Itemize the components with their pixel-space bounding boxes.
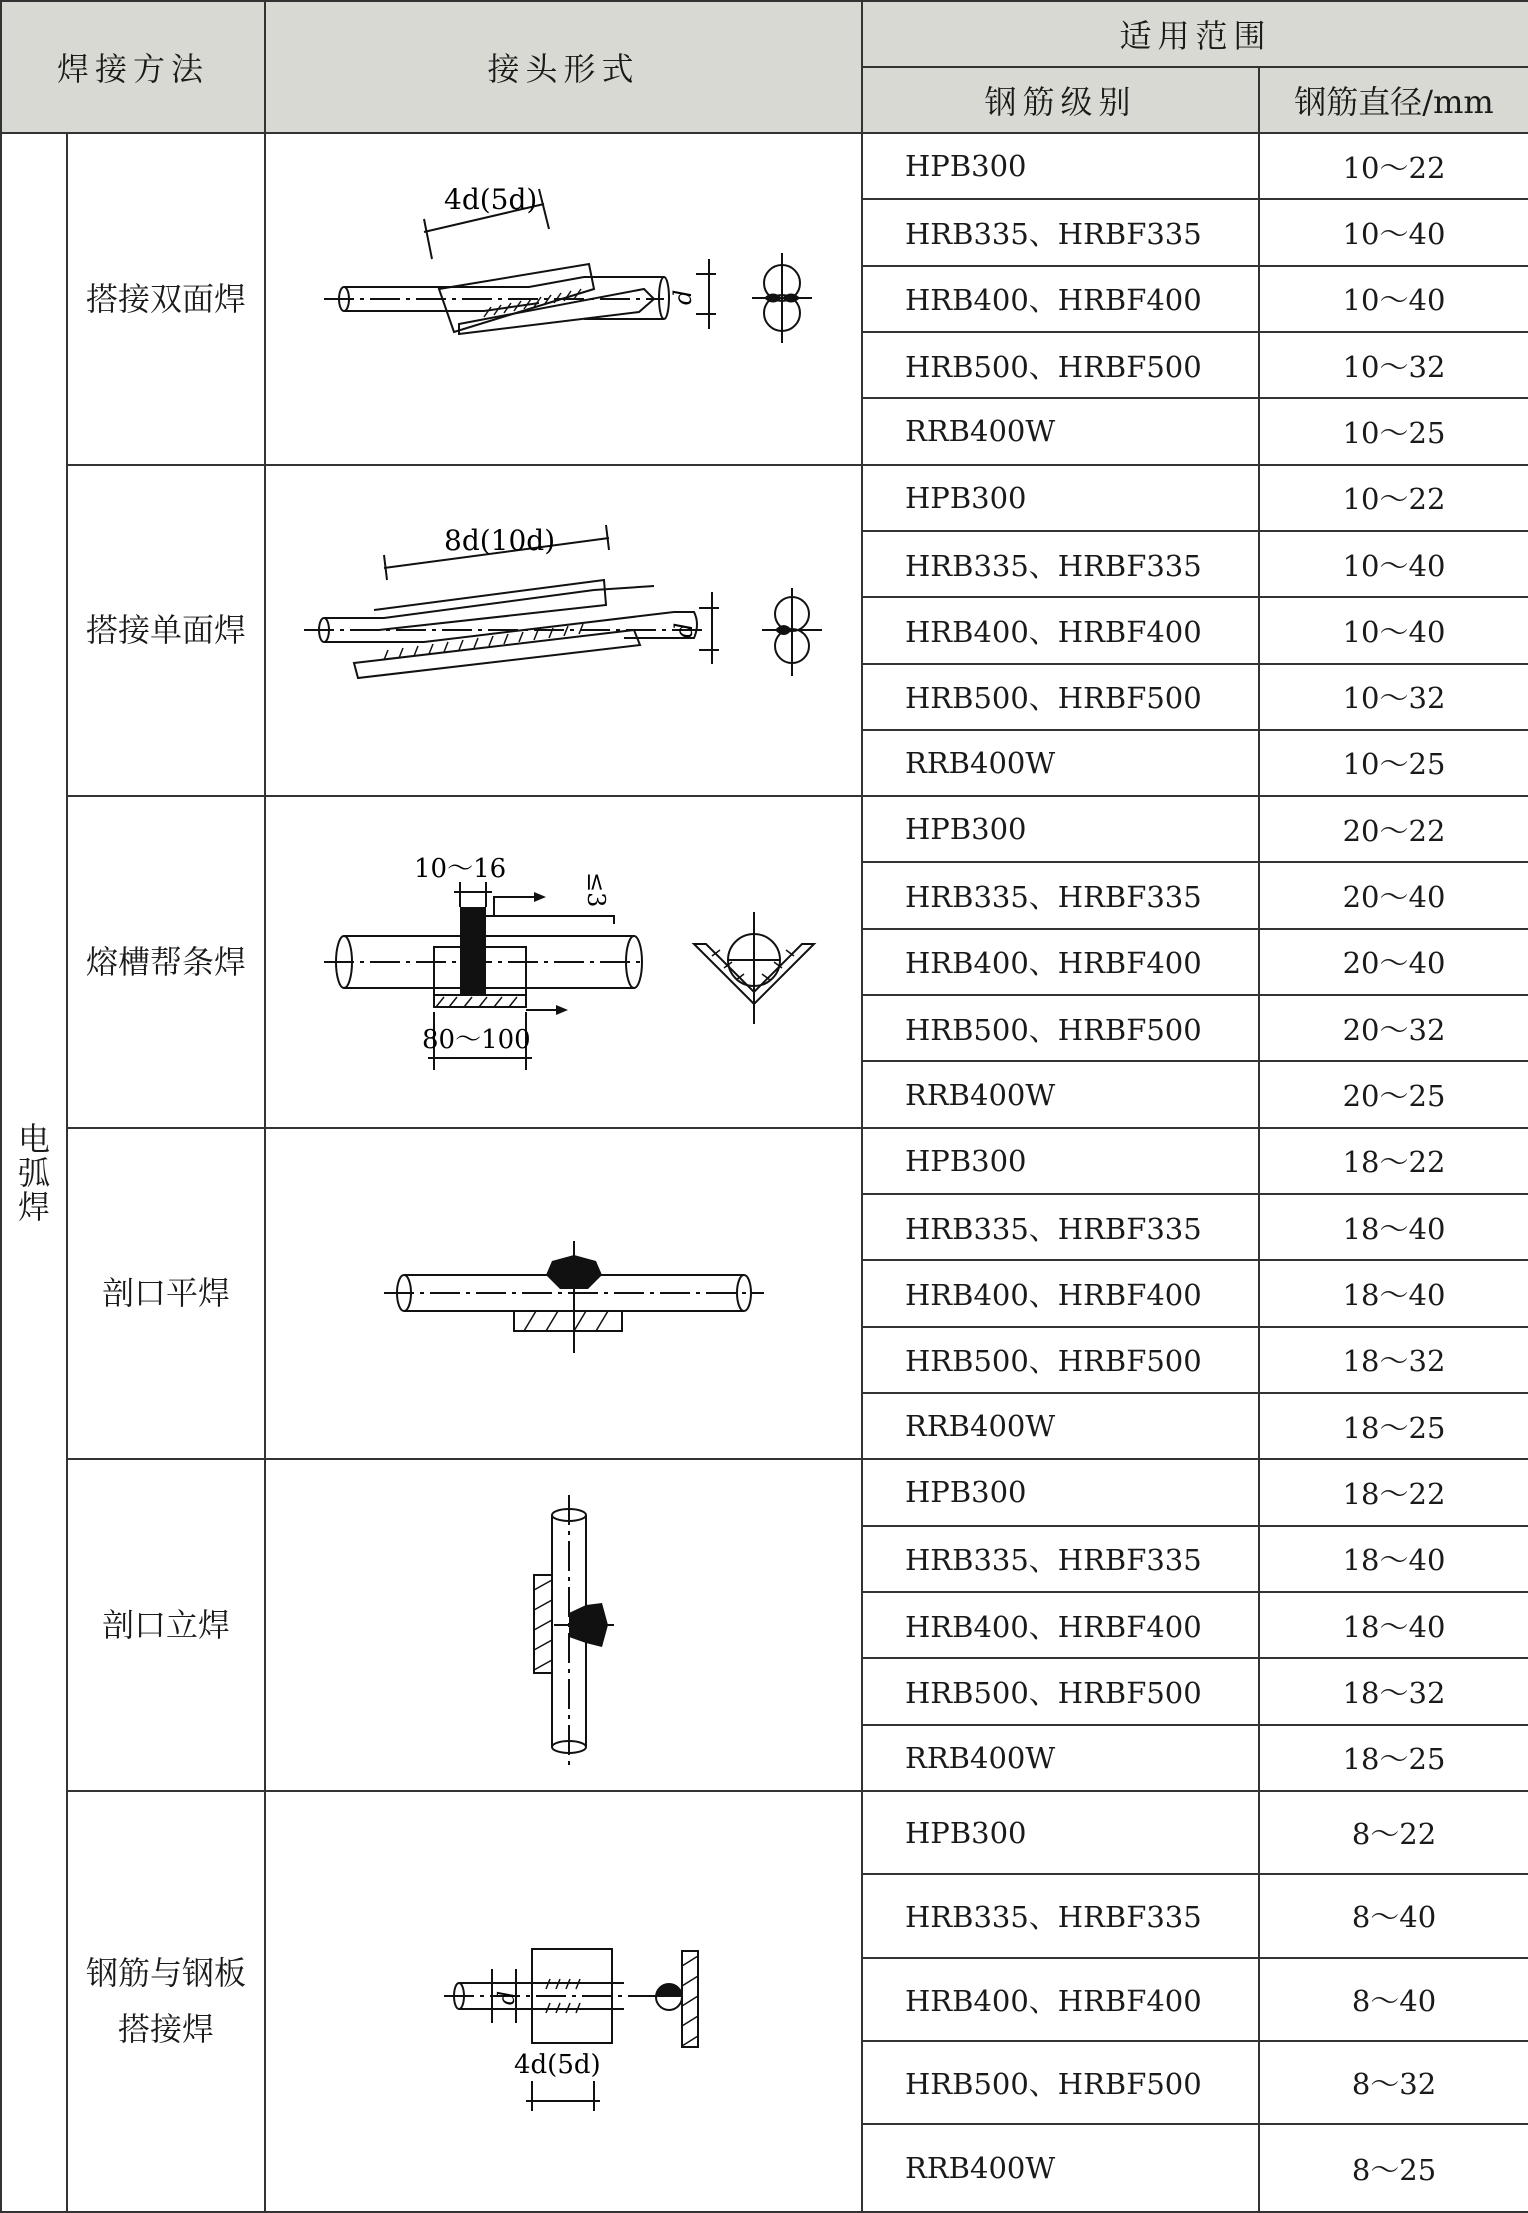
groove-flat-weld-diagram [284,1143,844,1443]
diameter-symbol: d [494,1991,520,2006]
range-cell: 10～32 [1259,332,1528,398]
range-cell: 18～40 [1259,1592,1528,1658]
grade-cell: RRB400W [862,2124,1259,2212]
header-diameter: 钢筋直径/mm [1259,67,1528,133]
range-cell: 10～40 [1259,597,1528,663]
method-cell [67,133,265,465]
grade-cell: HPB300 [862,1791,1259,1874]
groove-strap-weld-diagram [284,812,844,1112]
method-label: 剖口立焊 [101,1606,230,1645]
lap-single-weld-diagram [284,480,844,780]
grade-cell: HRB400、HRBF400 [862,597,1259,663]
grade-cell: HRB500、HRBF500 [862,332,1259,398]
group-label: 电弧焊 [17,1119,50,1226]
grade-cell: HRB500、HRBF500 [862,1327,1259,1393]
grade-cell: HRB335、HRBF335 [862,199,1259,265]
grade-cell: HRB400、HRBF400 [862,929,1259,995]
dimension-label-bottom: 80～100 [421,1024,531,1055]
header-scope: 适用范围 [862,1,1528,67]
header-method: 焊接方法 [1,1,265,133]
range-cell: 18～40 [1259,1194,1528,1260]
grade-cell: HRB500、HRBF500 [862,1658,1259,1724]
range-cell: 18～22 [1259,1128,1528,1194]
grade-cell: HRB335、HRBF335 [862,1194,1259,1260]
range-cell: 10～40 [1259,266,1528,332]
method-label: 剖口平焊 [101,1274,230,1313]
header-grade: 钢筋级别 [862,67,1259,133]
range-cell: 20～40 [1259,929,1528,995]
grade-cell: RRB400W [862,398,1259,464]
method-label: 熔槽帮条焊 [85,942,246,981]
grade-cell: RRB400W [862,1393,1259,1459]
range-cell: 18～22 [1259,1459,1528,1525]
range-cell: 8～32 [1259,2041,1528,2124]
range-cell: 18～25 [1259,1725,1528,1791]
grade-cell: HRB400、HRBF400 [862,1958,1259,2041]
grade-cell: RRB400W [862,1061,1259,1127]
range-cell: 10～25 [1259,398,1528,464]
grade-cell: HRB400、HRBF400 [862,1592,1259,1658]
range-cell: 20～32 [1259,995,1528,1061]
method-cell [67,1791,265,2212]
range-cell: 8～25 [1259,2124,1528,2212]
range-cell: 8～40 [1259,1874,1528,1957]
grade-cell: HPB300 [862,465,1259,531]
grade-cell: HRB335、HRBF335 [862,1874,1259,1957]
grade-cell: RRB400W [862,730,1259,796]
method-cell [67,1459,265,1791]
method-cell [67,1128,265,1460]
dimension-label: 8d(10d) [443,524,555,558]
diagram-cell [265,133,862,465]
rebar-plate-lap-weld-diagram [284,1811,844,2191]
dimension-label: 4d(5d) [443,182,537,216]
gap-label: ≤3 [581,871,610,908]
table-row [1,796,1528,862]
table-row [1,1459,1528,1525]
range-cell: 10～40 [1259,199,1528,265]
range-cell: 20～25 [1259,1061,1528,1127]
grade-cell: HRB335、HRBF335 [862,862,1259,928]
table-row [1,1128,1528,1194]
table-row [1,465,1528,531]
range-cell: 10～40 [1259,531,1528,597]
grade-cell: HPB300 [862,796,1259,862]
lap-double-weld-diagram [284,149,844,449]
method-label: 搭接双面焊 [85,279,246,318]
dimension-label-top: 10～16 [413,853,506,884]
diagram-cell [265,465,862,797]
header-joint: 接头形式 [265,1,862,133]
diagram-cell [265,1791,862,2212]
method-label: 搭接单面焊 [85,611,246,650]
range-cell: 18～32 [1259,1658,1528,1724]
grade-cell: HRB500、HRBF500 [862,2041,1259,2124]
dimension-label: 4d(5d) [513,2050,601,2081]
diagram-cell [265,1128,862,1460]
grade-cell: HRB335、HRBF335 [862,531,1259,597]
grade-cell: HRB335、HRBF335 [862,1526,1259,1592]
range-cell: 18～25 [1259,1393,1528,1459]
range-cell: 10～22 [1259,133,1528,199]
range-cell: 20～22 [1259,796,1528,862]
method-cell [67,465,265,797]
group-label-cell [1,133,67,2212]
range-cell: 18～32 [1259,1327,1528,1393]
range-cell: 8～22 [1259,1791,1528,1874]
range-cell: 10～25 [1259,730,1528,796]
range-cell: 20～40 [1259,862,1528,928]
table-row [1,1791,1528,1874]
method-label: 钢筋与钢板搭接焊 [85,1954,246,2049]
grade-cell: HRB400、HRBF400 [862,266,1259,332]
grade-cell: HPB300 [862,1459,1259,1525]
range-cell: 10～32 [1259,664,1528,730]
grade-cell: HPB300 [862,133,1259,199]
range-cell: 10～22 [1259,465,1528,531]
grade-cell: HRB400、HRBF400 [862,1260,1259,1326]
grade-cell: RRB400W [862,1725,1259,1791]
grade-cell: HRB500、HRBF500 [862,995,1259,1061]
diagram-cell [265,796,862,1128]
diameter-symbol: d [668,289,697,305]
table-row [1,133,1528,199]
grade-cell: HPB300 [862,1128,1259,1194]
diameter-symbol: d [669,622,698,639]
range-cell: 18～40 [1259,1260,1528,1326]
diagram-cell [265,1459,862,1791]
range-cell: 8～40 [1259,1958,1528,2041]
method-cell [67,796,265,1128]
grade-cell: HRB500、HRBF500 [862,664,1259,730]
groove-vertical-weld-diagram [284,1475,844,1775]
range-cell: 18～40 [1259,1526,1528,1592]
